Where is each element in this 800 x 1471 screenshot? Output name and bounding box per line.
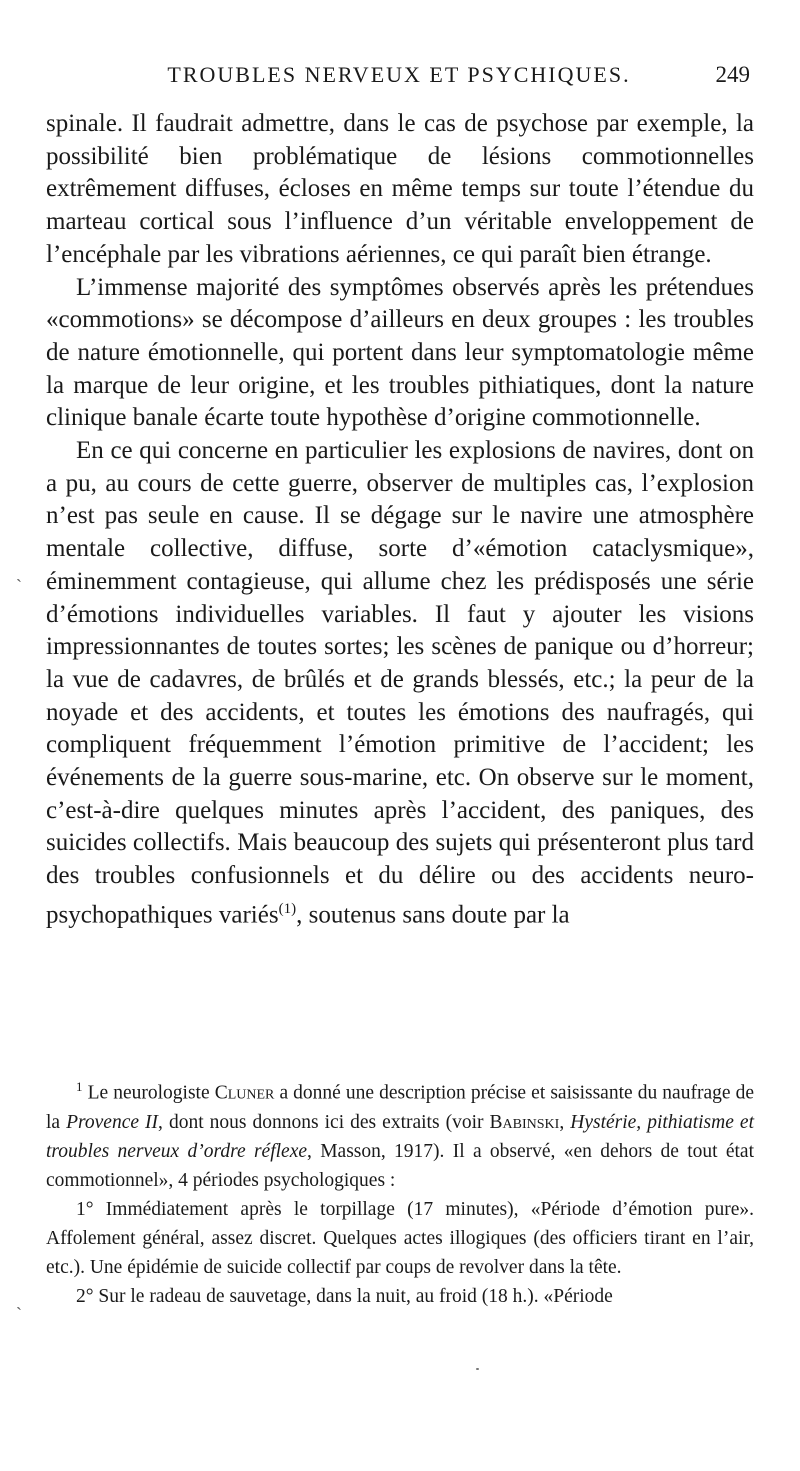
scan-speck [476, 1368, 479, 1370]
footnote-1 [46, 1072, 754, 1195]
paragraph-explosions-text: En ce qui concerne en particulier les explosions de navires, dont on a pu, au cours de cette guerre, observer de multiples cas, l’explosion n’est pas seule en cause. Il se dégage sur le navire une atmosphère mentale collective, diffuse, sorte d’«émotion cataclysmique», éminemment contagieuse, qui allume chez les prédisposés une série d’émotions individuelles variables. Il faut y ajouter les visions impressionnantes de toutes sortes; les scènes de panique ou d’horreur; la vue de cadavres, de brûlés et de grands blessés, etc.; la peur de la noyade et des accidents, et toutes les émotions des naufragés, qui compliquent fréquemment l’émotion primitive de l’accident; les événements de la guerre sous-marine, etc. On observe sur le moment, c’est-à-dire quelques minutes après l’accident, des paniques, des suicides collectifs. Mais beaucoup des sujets qui présenteront plus tard des troubles confusionnels et du délire ou des accidents neuro-psychopathiques variés [46, 437, 754, 929]
footnote-1-text-a: Le neurologiste [87, 1082, 210, 1104]
paragraph-continuation: spinale. Il faudrait admettre, dans le cas de psychose par exemple, la possibilité bien problématique de lésions commotionnelles extrêmement diffuses, écloses en même temps sur toute l’étendue du marteau cortical sous l’influence d’un véritable enveloppement de l’encéphale par les vibrations aériennes, ce qui paraît bien étrange. [46, 110, 754, 268]
footnote-1-comma: , [559, 1111, 565, 1133]
footnote-period-1: 1° Immédiatement après le torpillage (17 minutes), «Période d’émotion pure». Affolement général, assez discret. Quelques actes illogiques (des officiers tirant en l’air, etc.). Une épidémie de suicide collectif par coups de revolver dans la tête. [46, 1198, 754, 1278]
footnote-1-cited-author: Babinski [489, 1111, 560, 1133]
footnote-reference: (1) [278, 900, 297, 917]
footnote-marker: 1 [76, 1079, 83, 1094]
paragraph-explosions-tail: , soutenus sans doute par la [296, 901, 570, 929]
footnote-1-book-title: Hystérie, pithiatisme et troubles nerveux d’ordre réflexe [46, 1111, 754, 1162]
footnote-1-text-i: , Masson, 1917). Il a observé, «en dehors de tout état commotionnel», 4 périodes psychologiques : [46, 1140, 755, 1191]
footnotes [46, 1072, 754, 1311]
page-number: 249 [715, 62, 750, 87]
footnote-1-text-e: , dont nous donnons ici des extraits (voir [158, 1111, 484, 1133]
footnote-1-ship-name: Provence II [66, 1111, 159, 1133]
paragraph-commotions: L’immense majorité des symptômes observés après les prétendues «commotions» se décompose d’ailleurs en deux groupes : les troubles de nature émotionnelle, qui portent dans leur symptomatologie même la marque de leur origine, et les troubles pithiatiques, dont la nature clinique banale écarte toute hypothèse d’origine commotionnelle. [46, 273, 754, 432]
margin-mark: ˋ [16, 576, 22, 596]
running-title: TROUBLES NERVEUX ET PSYCHIQUES. [167, 62, 631, 87]
footnote-period-2: 2° Sur le radeau de sauvetage, dans la nuit, au froid (18 h.). «Période [76, 1285, 613, 1307]
margin-mark: ˋ [16, 1304, 22, 1324]
paragraph-explosions [46, 435, 754, 932]
running-head [48, 62, 750, 96]
footnote-1-author: Cluner [214, 1082, 275, 1104]
body-text [46, 108, 754, 932]
footnote-1-text-c: a donné une description précise et saisissante du naufrage de la [46, 1082, 754, 1133]
